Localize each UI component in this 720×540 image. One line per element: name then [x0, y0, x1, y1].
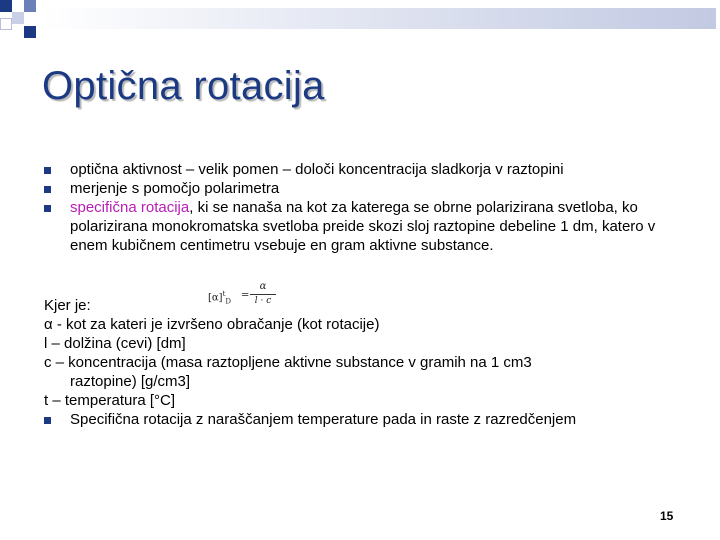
bullet-item: [44, 410, 684, 429]
page-number: 15: [660, 509, 674, 523]
bullet-item: [44, 179, 674, 198]
definition-c: c – koncentracija (masa raztopljene aktivne substance v gramih na 1 cm3: [44, 354, 532, 371]
definition-l: l – dolžina (cevi) [dm]: [44, 335, 186, 352]
bullet-text: merjenje s pomočjo polarimetra: [70, 180, 280, 197]
definition-c-continued: raztopine) [g/cm3]: [70, 373, 191, 390]
bullet-text: , ki se nanaša na kot za katerega se obrne polarizirana svetloba, ko polarizirana monokromatska svetloba preide skozi sloj raztopine debeline 1 dm, katero v enem kubičnem centimetru vsebuje en gram aktivne substance.: [70, 199, 656, 254]
definitions-block: [44, 296, 684, 429]
formula-equals: =: [241, 290, 250, 301]
bullet-list: [44, 160, 674, 255]
bullet-text: Specifična rotacija z naraščanjem temperature pada in raste z razredčenjem: [70, 411, 577, 428]
definitions-intro: Kjer je:: [44, 297, 91, 314]
corner-square-mid: [24, 0, 36, 12]
definition-t: t – temperatura [°C]: [44, 392, 176, 409]
formula-superscript: t: [222, 290, 226, 298]
slide-title: Optična rotacija: [42, 64, 325, 108]
square-bullet-icon: [44, 186, 51, 193]
square-bullet-icon: [44, 417, 51, 424]
highlighted-term: specifična rotacija: [70, 199, 190, 216]
formula-denominator: l · c: [254, 296, 272, 306]
definition-alpha: α - kot za kateri je izvršeno obračanje (kot rotacije): [44, 316, 380, 333]
bullet-item: [44, 160, 674, 179]
corner-square-outline: [0, 18, 12, 30]
square-bullet-icon: [44, 205, 51, 212]
corner-square-dark-2: [24, 26, 36, 38]
square-bullet-icon: [44, 167, 51, 174]
corner-square-dark: [0, 0, 12, 12]
header-gradient-bar: [40, 8, 716, 29]
corner-square-light: [12, 12, 24, 24]
bullet-text: optična aktivnost – velik pomen – določi koncentracija sladkorja v raztopini: [70, 161, 564, 178]
formula-subscript: D: [225, 297, 232, 306]
formula-numerator: α: [259, 281, 267, 292]
bullet-item: [44, 198, 674, 255]
formula-lhs: $[\alpha]^t_D$: [208, 290, 232, 306]
